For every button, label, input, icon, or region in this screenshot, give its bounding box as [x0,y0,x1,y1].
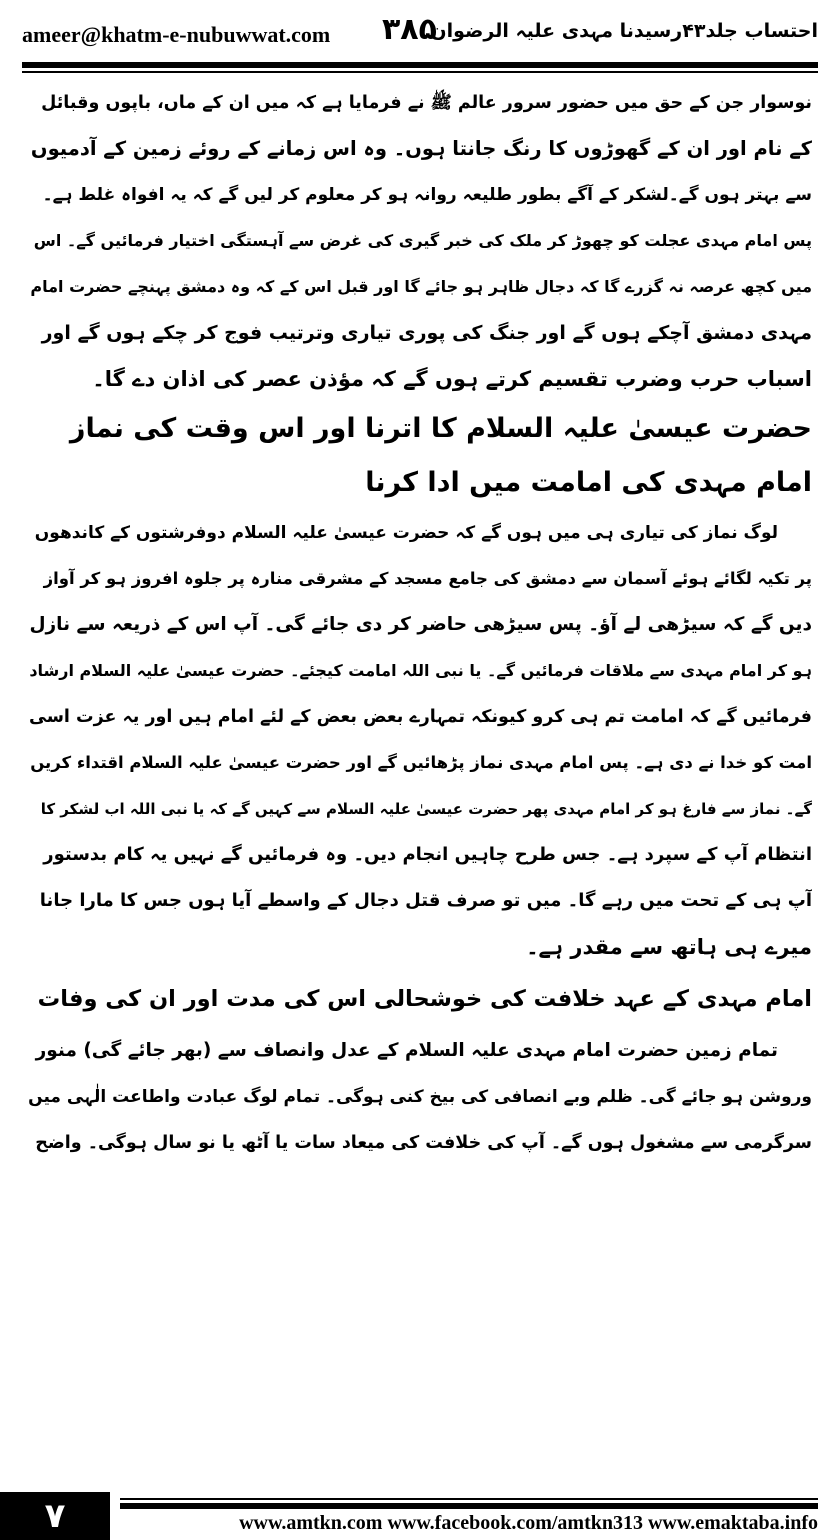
page-body [28,80,812,1166]
text-line: فرمائیں گے کہ امامت تم ہی کرو کیونکہ تمہارے بعض بعض کے لئے امام ہیں اور یہ عزت اسی [29,707,812,727]
page-header [22,8,818,64]
text-line: اسباب حرب وضرب تقسیم کرتے ہوں گے کہ مؤذن عصر کی اذان دے گا۔ [92,367,812,391]
section-heading-2: امام مہدی کے عہد خلافت کی خوشحالی اس کی مدت اور ان کی وفات [37,986,812,1012]
text-line: وروشن ہو جائے گی۔ ظلم وبے انصافی کی بیخ کنی ہوگی۔ تمام لوگ عبادت واطاعت الٰہی میں [28,1087,812,1107]
paragraph-2 [28,510,812,970]
text-line: نوسوار جن کے حق میں حضور سرور عالم ﷺ نے فرمایا ہے کہ میں ان کے ماں، باپوں وقبائل [41,93,812,113]
text-line: انتظام آپ کے سپرد ہے۔ جس طرح چاہیں انجام دیں۔ وہ فرمائیں گے نہیں یہ کام بدستور [43,844,812,865]
text-line: دیں گے کہ سیڑھی لے آؤ۔ پس سیڑھی حاضر کر دی جائے گی۔ آپ اس کے ذریعہ سے نازل [29,614,812,635]
section-heading-1a: حضرت عیسیٰ علیہ السلام کا اترنا اور اس وقت کی نماز [69,413,812,444]
book-title: احتساب جلد۴۳رسیدنا مہدی علیہ الرضوان [430,20,818,42]
footer-rule-thin [120,1498,818,1500]
footer-links: www.amtkn.com www.facebook.com/amtkn313 www.emaktaba.info [239,1512,818,1534]
footer-rule-thick [120,1503,818,1509]
page-footer [0,1492,840,1540]
text-line: پر تکیہ لگائے ہوئے آسمان سے دمشق کی جامع مسجد کے مشرقی منارہ پر جلوہ افروز ہو کر آواز [43,569,812,588]
header-email: ameer@khatm-e-nubuwwat.com [22,22,331,47]
section-heading-1b: امام مہدی کی امامت میں ادا کرنا [365,467,812,498]
text-line: پس امام مہدی عجلت کو چھوڑ کر ملک کی خبر گیری کی غرض سے آہستگی اختیار فرمائیں گے۔ اس [33,231,812,250]
page-number: ۳۸۵ [382,12,437,47]
text-line: گے۔ نماز سے فارغ ہو کر امام مہدی پھر حضرت عیسیٰ علیہ السلام سے کہیں گے کہ یا نبی اللہ اب لشکر کا [40,800,812,818]
text-line: ہو کر امام مہدی سے ملاقات فرمائیں گے۔ یا نبی اللہ امامت کیجئے۔ حضرت عیسیٰ علیہ السلام ارشاد [29,661,812,680]
text-line: میرے ہی ہاتھ سے مقدر ہے۔ [526,935,812,959]
text-line: سرگرمی سے مشغول ہوں گے۔ آپ کی خلافت کی میعاد سات یا آٹھ یا نو سال ہوگی۔ واضح [35,1133,812,1153]
footer-number: ۷ [0,1492,110,1540]
header-rule-thin [22,71,818,73]
text-line: سے بہتر ہوں گے۔لشکر کے آگے بطور طلیعہ روانہ ہو کر معلوم کر لیں گے کہ یہ افواہ غلط ہے۔ [42,185,812,205]
text-line: امت کو خدا نے دی ہے۔ پس امام مہدی نماز پڑھائیں گے اور حضرت عیسیٰ علیہ السلام اقتداء کریں [30,753,812,772]
header-rule-thick [22,62,818,68]
text-line: مہدی دمشق آچکے ہوں گے اور جنگ کی پوری تیاری وترتیب فوج کر چکے ہوں گے اور [41,322,812,344]
text-line: کے نام اور ان کے گھوڑوں کا رنگ جانتا ہوں۔ وہ اس زمانے کے روئے زمین کے آدمیوں [30,137,812,160]
text-line: لوگ نماز کی تیاری ہی میں ہوں گے کہ حضرت عیسیٰ علیہ السلام دوفرشتوں کے کاندھوں [34,523,778,543]
paragraph-1 [28,80,812,402]
text-line: تمام زمین حضرت امام مہدی علیہ السلام کے عدل وانصاف سے (بھر جائے گی) منور [35,1040,778,1061]
text-line: میں کچھ عرصہ نہ گزرے گا کہ دجال ظاہر ہو جائے گا اور قبل اس کے کہ وہ دمشق پہنچے حضرت امام [30,277,812,296]
paragraph-3 [28,1028,812,1166]
text-line: آپ ہی کے تحت میں رہے گا۔ میں تو صرف قتل دجال کے واسطے آیا ہوں جس کا مارا جانا [39,890,812,911]
